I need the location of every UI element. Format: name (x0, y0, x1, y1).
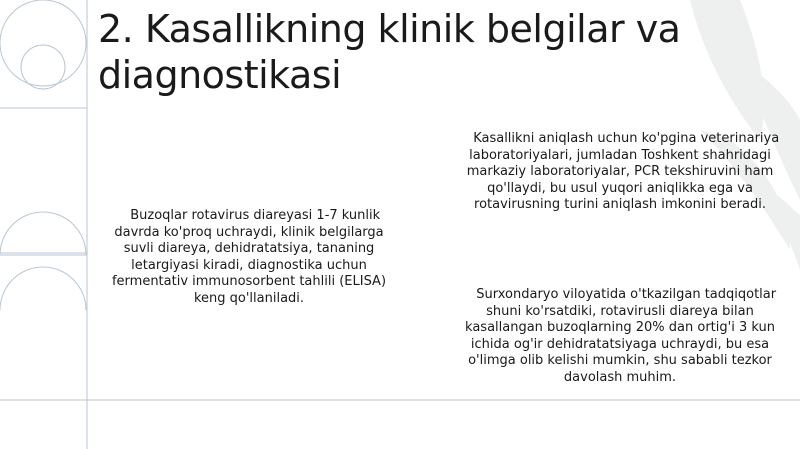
slide-title: 2. Kasallikning klinik belgilar va diagnostikasi (98, 7, 681, 97)
paragraph-pcr-diagnostics: Kasallikni aniqlash uchun ko'pgina veterinariya laboratoriyalari, jumladan Toshkent shahridagi markaziy laboratoriyalar, PCR tekshiruvini ham qo'llaydi, bu usul yuqori aniqlikka ega va rotavirusning turini aniqlash imkonini beradi. (460, 131, 780, 212)
paragraph-surxondaryo-study: Surxondaryo viloyatida o'tkazilgan tadqiqotlar shuni ko'rsatdiki, rotavirusli diareya bilan kasallangan buzoqlarning 20% dan ortig'i 3 kun ichida og'ir dehidratatsiyaga uchraydi, bu esa o'limga olib kelishi mumkin, shu sababli tezkor davolash muhim. (463, 287, 777, 385)
paragraph-clinical-signs: Buzoqlar rotavirus diareyasi 1-7 kunlik davrda ko'proq uchraydi, klinik belgilarga suvli diareya, dehidratatsiya, tananing letargiyasi kiradi, diagnostika uchun fermentativ immunosorbent tahlili (ELISA) keng qo'llaniladi. (111, 208, 387, 306)
